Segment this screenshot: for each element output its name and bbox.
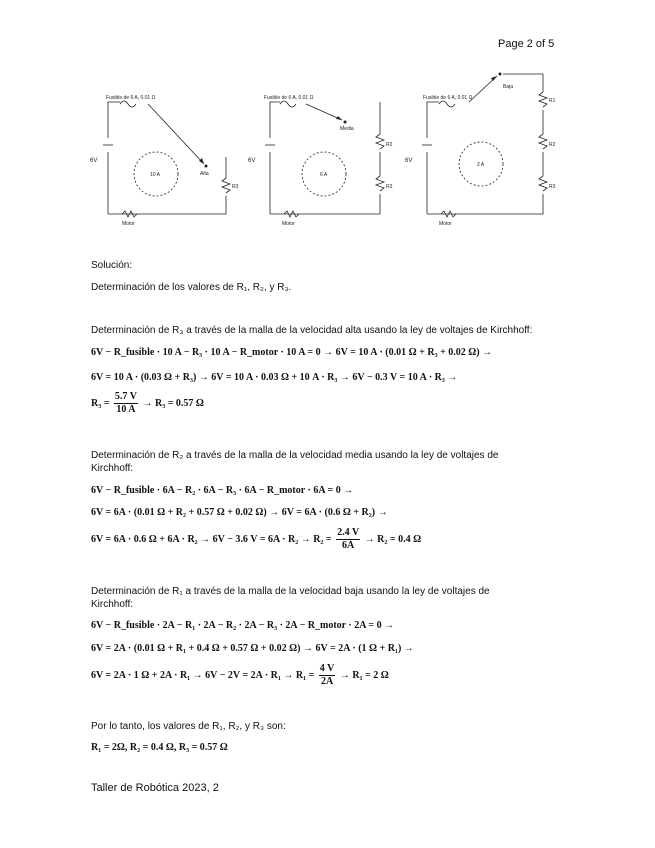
r3-eq3-rhs: → R₃ = 0.57 Ω: [142, 397, 204, 409]
r3-equation-1: 6V − R_fusible · 10 A − R₃ · 10 A − R_motor · 10 A = 0 → 6V = 10 A · (0.01 Ω + R₃ + 0.02 Ω) →: [91, 347, 493, 358]
r1-equation-3: [91, 664, 389, 687]
resistor-symbol: [222, 178, 230, 193]
source-label: 6V: [405, 158, 413, 164]
current-label: 2 A: [477, 162, 485, 168]
switch-label: Media: [340, 126, 354, 132]
r2-fraction-den: 6A: [342, 540, 355, 551]
fuse-label: Fusible de 6 A, 0.01 Ω: [106, 95, 156, 101]
fuse-symbol: [120, 101, 136, 107]
final-values: R₁ = 2Ω, R₂ = 0.4 Ω, R₃ = 0.57 Ω: [91, 742, 228, 753]
circuit-figure-high: [88, 82, 248, 237]
solution-label: Solución:: [91, 260, 133, 271]
resistor-r2-label: R2: [386, 142, 393, 148]
r2-eq3-rhs: → R₂ = 0.4 Ω: [364, 533, 422, 545]
r3-equation-3: [91, 392, 204, 415]
current-label: 6 A: [320, 172, 328, 178]
r2-equation-3: [91, 528, 421, 551]
motor-label: Motor: [122, 221, 135, 227]
circuit-figure-low: [405, 82, 565, 237]
motor-label: Motor: [439, 221, 452, 227]
resistor-r3-symbol: [376, 176, 384, 191]
switch-label: Alta: [200, 171, 209, 177]
conclusion-text: Por lo tanto, los valores de R₁, R₂, y R₃ son:: [91, 721, 286, 732]
footer-text: Taller de Robótica 2023, 2: [91, 782, 219, 794]
resistor-r2-symbol: [539, 134, 547, 149]
resistor-r2-label: R2: [549, 142, 556, 148]
motor-label: Motor: [282, 221, 295, 227]
r1-heading-line1: Determinación de R₁ a través de la malla de la velocidad baja usando la ley de voltajes de: [91, 586, 490, 597]
resistor-r2-symbol: [376, 134, 384, 149]
intro-text: Determinación de los valores de R₁, R₂, y R₃.: [91, 282, 292, 293]
r1-fraction-num: 4 V: [319, 663, 335, 674]
resistor-r3-label: R3: [549, 184, 556, 190]
fuse-label: Fusible de 6 A, 0.01 Ω: [423, 95, 473, 101]
circuit-diagram-low: [405, 82, 565, 232]
r2-heading-line2: Kirchhoff:: [91, 463, 134, 474]
r1-heading-line2: Kirchhoff:: [91, 599, 134, 610]
r2-equation-2: 6V = 6A · (0.01 Ω + R₂ + 0.57 Ω + 0.02 Ω) → 6V = 6A · (0.6 Ω + R₂) →: [91, 507, 388, 518]
r3-eq3-lhs: R₃ =: [91, 397, 110, 409]
fuse-symbol: [280, 101, 296, 107]
fuse-label: Fusible de 6 A, 0.01 Ω: [264, 95, 314, 101]
r3-fraction: [114, 392, 138, 415]
r1-eq3-rhs: → R₁ = 2 Ω: [339, 669, 389, 681]
resistor-r1-label: R1: [549, 98, 556, 104]
circuit-figure-medium: [248, 82, 413, 237]
r2-fraction-num: 2.4 V: [337, 527, 360, 538]
r1-fraction-den: 2A: [320, 676, 334, 687]
r3-fraction-den: 10 A: [116, 404, 136, 415]
r2-heading-line1: Determinación de R₂ a través de la malla de la velocidad media usando la ley de voltajes de: [91, 450, 499, 461]
circuit-diagram-high: [88, 82, 248, 232]
switch-arm: [306, 104, 342, 120]
r1-eq3-lhs: 6V = 2A · 1 Ω + 2A · R₁ → 6V − 2V = 2A · R₁ → R₁ =: [91, 669, 315, 681]
r2-fraction: [336, 528, 360, 551]
page-number: Page 2 of 5: [498, 38, 555, 50]
r3-equation-2: 6V = 10 A · (0.03 Ω + R₃) → 6V = 10 A · 0.03 Ω + 10 A · R₃ → 6V − 0.3 V = 10 A · R₃ →: [91, 372, 458, 383]
resistor-label: R3: [232, 184, 239, 190]
circuit-diagram-medium: [248, 82, 413, 232]
switch-label: Baja: [503, 84, 514, 90]
r1-fraction: [319, 664, 336, 687]
fuse-symbol: [439, 101, 455, 107]
resistor-r1-symbol: [539, 92, 547, 107]
r2-equation-1: 6V − R_fusible · 6A − R₂ · 6A − R₃ · 6A − R_motor · 6A = 0 →: [91, 485, 354, 496]
source-label: 6V: [90, 158, 98, 164]
r3-fraction-num: 5.7 V: [114, 391, 137, 402]
r2-eq3-lhs: 6V = 6A · 0.6 Ω + 6A · R₂ → 6V − 3.6 V = 6A · R₂ → R₂ =: [91, 533, 332, 545]
r1-equation-2: 6V = 2A · (0.01 Ω + R₁ + 0.4 Ω + 0.57 Ω + 0.02 Ω) → 6V = 2A · (1 Ω + R₁) →: [91, 643, 414, 654]
r1-equation-1: 6V − R_fusible · 2A − R₁ · 2A − R₂ · 2A − R₃ · 2A − R_motor · 2A = 0 →: [91, 620, 395, 631]
r3-heading: Determinación de R₃ a través de la malla de la velocidad alta usando la ley de voltajes de Kirchhoff:: [91, 325, 533, 336]
resistor-r3-symbol: [539, 176, 547, 191]
source-label: 6V: [248, 158, 256, 164]
current-label: 10 A: [150, 172, 161, 178]
switch-arm: [148, 104, 204, 164]
resistor-r3-label: R3: [386, 184, 393, 190]
